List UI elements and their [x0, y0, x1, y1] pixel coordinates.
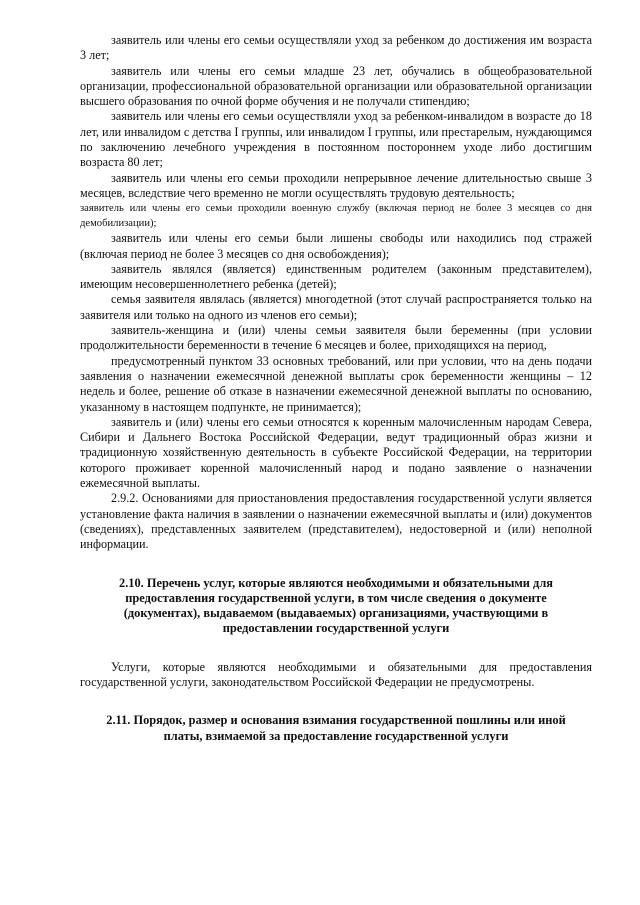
paragraph-students-under-23: заявитель или члены его семьи младше 23 лет, обучались в общеобразовательной организации, профессиональной образовательной организации или образовательной организации высшего образования по очной форме обучения и не получали стипендию; [80, 63, 592, 109]
section-heading-2-11: 2.11. Порядок, размер и основания взимания государственной пошлины или иной платы, взимаемой за предоставление государственной услуги [106, 713, 566, 743]
document-body [80, 33, 592, 744]
paragraph-childcare-3y: заявитель или члены его семьи осуществляли уход за ребенком до достижения им возраста 3 лет; [80, 33, 592, 63]
paragraph-single-parent: заявитель являлся (является) единственным родителем (законным представителем), имеющим несовершеннолетнего ребенка (детей); [80, 261, 592, 292]
paragraph-imprisonment: заявитель или члены его семьи были лишены свободы или находились под стражей (включая период не более 3 месяцев со дня освобождения); [80, 231, 592, 261]
paragraph-pregnancy-cont: предусмотренный пунктом 33 основных требований, или при условии, что на день подачи заявления о назначении ежемесячной денежной выплаты срок беременности женщины – 12 недель и более, решение об отказе в назначении ежемесячной денежной выплаты по основанию, указанному в настоящем подпункте, не принимается); [80, 353, 592, 414]
paragraph-pregnancy: заявитель-женщина и (или) члены семьи заявителя были беременны (при условии продолжительности беременности в течение 6 месяцев и более, приходящихся на период, [80, 323, 592, 353]
paragraph-military-service: заявитель или члены его семьи проходили военную службу (включая период не более 3 месяцев со дня демобилизации); [80, 203, 592, 230]
paragraph-medical-treatment: заявитель или члены его семьи проходили непрерывное лечение длительностью свыше 3 месяцев, вследствие чего временно не могли осуществлять трудовую деятельность; [80, 170, 592, 200]
paragraph-2-9-2: 2.9.2. Основаниями для приостановления предоставления государственной услуги является установление факта наличия в заявлении о назначении ежемесячной выплаты и (или) документов (сведениях), представленных заявителем (представителем), недостоверной и (или) неполной информации. [80, 491, 592, 552]
paragraph-indigenous: заявитель и (или) члены его семьи относятся к коренным малочисленным народам Севера, Сибири и Дальнего Востока Российской Федерации, ведут традиционный образ жизни и традиционную хозяйственную деятельность в субъекте Российской Федерации, на территории которого проживает коренной малочисленный народ и подано заявление о назначении ежемесячной выплаты. [80, 414, 592, 491]
paragraph-large-family: семья заявителя являлась (является) многодетной (этот случай распространяется только на заявителя или только на одного из членов его семьи); [80, 292, 592, 322]
paragraph-2-10-body: Услуги, которые являются необходимыми и обязательными для предоставления государственной услуги, законодательством Российской Федерации не предусмотрены. [80, 659, 592, 689]
paragraph-care-disabled: заявитель или члены его семьи осуществляли уход за ребенком-инвалидом в возрасте до 18 лет, или инвалидом с детства I группы, или инвалидом I группы, или престарелым, нуждающимся по заключению лечебного учреждения в постоянном постороннем уходе либо достигшим возраста 80 лет; [80, 109, 592, 170]
section-heading-2-10: 2.10. Перечень услуг, которые являются необходимыми и обязательными для предоставления государственной услуги, в том числе сведения о документе (документах), выдаваемом (выдаваемых) организациями, участвующими в предоставлении государственной услуги [119, 575, 553, 636]
